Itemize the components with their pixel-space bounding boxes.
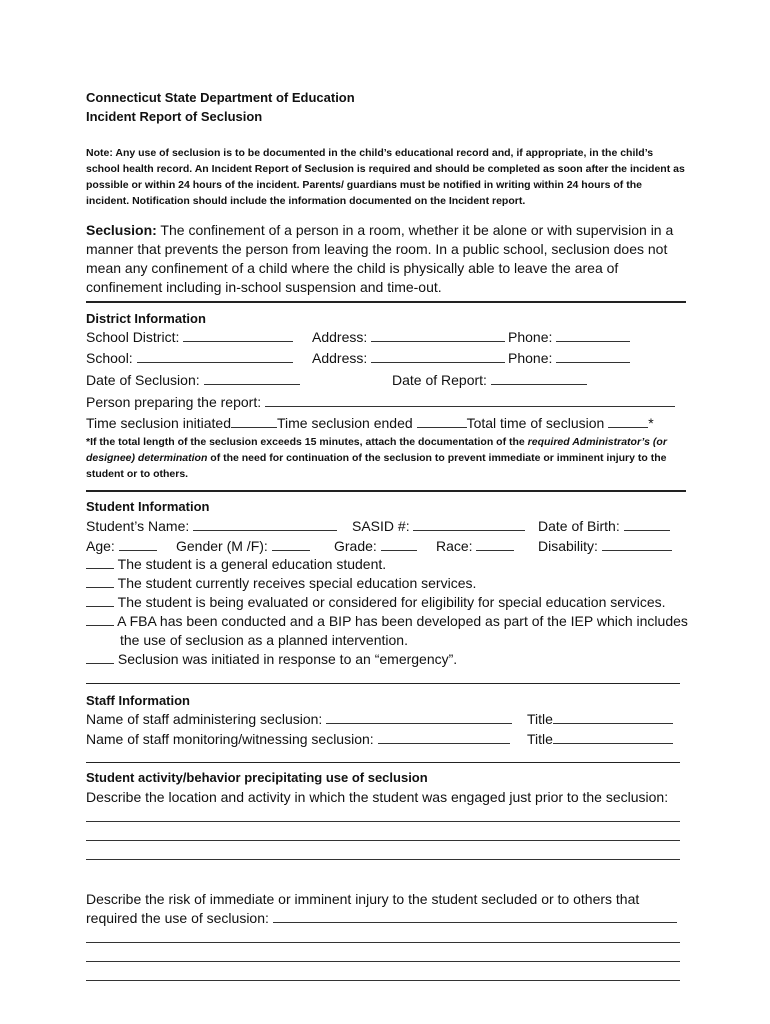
check-special-education[interactable] (86, 574, 476, 592)
date-of-report-field[interactable] (392, 371, 587, 389)
date-of-seclusion-field[interactable] (86, 371, 300, 389)
check-emergency[interactable] (86, 650, 457, 668)
section-divider (86, 683, 680, 684)
phone-label: Phone: (508, 329, 553, 345)
time-initiated-label: Time seclusion initiated (86, 415, 231, 431)
disability-field[interactable] (538, 537, 672, 555)
phone-field-2[interactable] (508, 349, 630, 367)
staff-heading: Staff Information (86, 693, 190, 708)
check-fba-bip[interactable] (86, 612, 688, 630)
school-district-field[interactable] (86, 328, 293, 346)
phone-field-1[interactable] (508, 328, 630, 346)
risk-answer-line[interactable] (86, 942, 680, 943)
risk-prompt-label: required the use of seclusion: (86, 910, 269, 926)
staff-administering-title-field[interactable] (527, 710, 673, 728)
total-time-label: Total time of seclusion (466, 415, 605, 431)
activity-answer-line[interactable] (86, 821, 680, 822)
activity-prompt: Describe the location and activity in which the student was engaged just prior to the seclusion: (86, 789, 669, 805)
school-district-label: School District: (86, 329, 180, 345)
sasid-field[interactable] (352, 517, 525, 535)
seclusion-definition (86, 221, 686, 297)
race-label: Race: (436, 538, 473, 554)
check-being-evaluated[interactable] (86, 593, 666, 611)
title-label: Title (527, 731, 553, 747)
sasid-label: SASID #: (352, 518, 410, 534)
footnote-part-a: *If the total length of the seclusion exceeds 15 minutes, attach the documentation of the (86, 436, 528, 448)
activity-answer-line[interactable] (86, 859, 680, 860)
student-heading: Student Information (86, 499, 210, 514)
date-of-birth-field[interactable] (538, 517, 670, 535)
check-emergency-label: Seclusion was initiated in response to an “emergency”. (117, 651, 458, 667)
phone-label: Phone: (508, 350, 553, 366)
staff-monitoring-title-field[interactable] (527, 730, 673, 748)
address-label: Address: (312, 329, 368, 345)
footnote-part-c: of the need for continuation of the seclusion to prevent immediate or imminent injury to the student or to others. (86, 452, 667, 480)
school-field[interactable] (86, 349, 293, 367)
check-fba-bip-continued: the use of seclusion as a planned intervention. (120, 632, 408, 648)
disability-label: Disability: (538, 538, 598, 554)
gender-label: Gender (M /F): (176, 538, 268, 554)
staff-administering-field[interactable] (86, 710, 512, 728)
check-being-evaluated-label: The student is being evaluated or considered for eligibility for special education services. (117, 594, 666, 610)
check-general-education[interactable] (86, 555, 386, 573)
race-field[interactable] (436, 537, 514, 555)
check-special-education-label: The student currently receives special education services. (117, 575, 477, 591)
department-name: Connecticut State Department of Education (86, 90, 355, 105)
grade-label: Grade: (334, 538, 377, 554)
activity-answer-line[interactable] (86, 840, 680, 841)
risk-answer-line[interactable] (86, 980, 680, 981)
note-paragraph: Note: Any use of seclusion is to be documented in the child’s educational record and, if appropriate, in the child’s school health record. An Incident Report of Seclusion is required and should be completed as soon after the incident as possible or within 24 hours of the incident. Parents/ guardians must be notified in writing within 24 hours of the incident. Notification should include the information documented on the Incident report. (86, 147, 685, 207)
risk-prompt: Describe the risk of immediate or imminent injury to the student secluded or to others that (86, 891, 640, 907)
date-of-seclusion-label: Date of Seclusion: (86, 372, 200, 388)
check-fba-bip-label: A FBA has been conducted and a BIP has been developed as part of the IEP which includes (117, 613, 688, 629)
staff-monitoring-label: Name of staff monitoring/witnessing seclusion: (86, 731, 374, 747)
risk-prompt-line2[interactable] (86, 909, 677, 927)
form-title: Incident Report of Seclusion (86, 109, 263, 124)
seclusion-length-footnote (86, 434, 686, 482)
asterisk-mark: * (648, 415, 654, 431)
date-of-report-label: Date of Report: (392, 372, 487, 388)
title-label: Title (527, 711, 553, 727)
gender-field[interactable] (176, 537, 310, 555)
risk-answer-line[interactable] (86, 961, 680, 962)
age-label: Age: (86, 538, 115, 554)
person-preparing-label: Person preparing the report: (86, 394, 262, 410)
section-divider (86, 490, 686, 492)
staff-monitoring-field[interactable] (86, 730, 510, 748)
address-field-2[interactable] (312, 349, 505, 367)
definition-term: Seclusion: (86, 222, 157, 238)
time-fields-row[interactable] (86, 414, 654, 432)
date-of-birth-label: Date of Birth: (538, 518, 620, 534)
grade-field[interactable] (334, 537, 417, 555)
definition-text: The confinement of a person in a room, whether it be alone or with supervision in a manner that prevents the person from leaving the room. In a public school, seclusion does not mean any confinement of a child where the child is physically able to leave the area of confinement including in-school suspension and time-out. (86, 222, 674, 295)
staff-administering-label: Name of staff administering seclusion: (86, 711, 323, 727)
student-name-field[interactable] (86, 517, 337, 535)
address-label: Address: (312, 350, 368, 366)
address-field-1[interactable] (312, 328, 505, 346)
section-divider (86, 762, 680, 763)
age-field[interactable] (86, 537, 157, 555)
time-ended-label: Time seclusion ended (277, 415, 413, 431)
check-general-education-label: The student is a general education student. (117, 556, 387, 572)
student-name-label: Student’s Name: (86, 518, 190, 534)
activity-heading: Student activity/behavior precipitating use of seclusion (86, 770, 428, 785)
school-label: School: (86, 350, 133, 366)
district-heading: District Information (86, 311, 206, 326)
footnote-part-b: required Administrator’s (or designee) determination (86, 436, 667, 464)
person-preparing-field[interactable] (86, 393, 675, 411)
section-divider (86, 301, 686, 303)
